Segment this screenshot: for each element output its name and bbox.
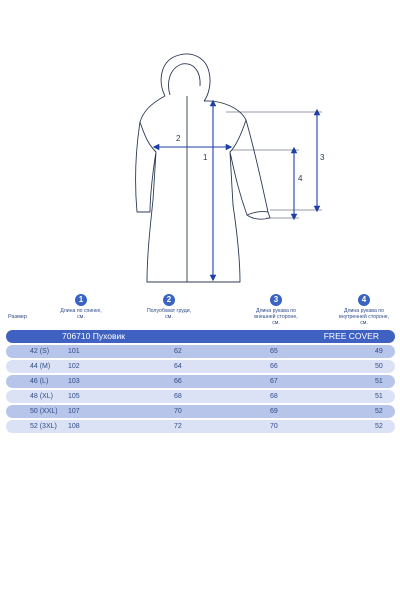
size-table-header: [0, 292, 400, 330]
size-cell: 42 (S): [30, 348, 50, 355]
inner-sleeve-cell: 51: [375, 378, 383, 386]
column-header-3: [250, 294, 302, 326]
inner-sleeve-cell: 52: [375, 408, 383, 416]
table-row: [6, 405, 395, 418]
outer-sleeve-cell: 68: [270, 393, 278, 401]
outer-sleeve-cell: 70: [270, 423, 278, 431]
measure-label-2: 2: [176, 134, 181, 143]
outer-sleeve-cell: 69: [270, 408, 278, 416]
size-table-body: [6, 345, 395, 436]
size-cell: 46 (L): [30, 378, 49, 386]
outer-sleeve-cell: 67: [270, 378, 278, 386]
half-chest-cell: 70: [174, 408, 182, 416]
column-number-4: 4: [358, 294, 370, 306]
table-row: [6, 375, 395, 388]
half-chest-cell: 72: [174, 423, 182, 431]
column-number-2: 2: [163, 294, 175, 306]
back-length-cell: 101: [68, 348, 80, 355]
inner-sleeve-cell: 50: [375, 363, 383, 371]
coat-outline: [136, 54, 270, 282]
outer-sleeve-cell: 66: [270, 363, 278, 371]
column-text-3: Длина рукава по внешней стороне, см.: [254, 308, 298, 326]
size-cell: 50 (XXL): [30, 408, 58, 416]
half-chest-cell: 66: [174, 378, 182, 386]
column-number-3: 3: [270, 294, 282, 306]
column-text-1: Длина по спинке, см.: [60, 308, 102, 320]
brand-name: FREE COVER: [323, 331, 379, 341]
column-text-2: Полуобхват груди, см.: [146, 308, 192, 320]
outer-sleeve-cell: 65: [270, 348, 278, 355]
size-column-header: Размер: [8, 314, 27, 320]
inner-sleeve-cell: 51: [375, 393, 383, 401]
column-text-4: Длина рукава по внутренней стороне, см.: [338, 308, 390, 326]
table-row: [6, 420, 395, 433]
coat-measurement-diagram: [0, 0, 400, 290]
table-row: [6, 360, 395, 373]
product-code: 706710 Пуховик: [62, 331, 125, 341]
inner-sleeve-cell: 52: [375, 423, 383, 431]
column-header-2: [146, 294, 192, 320]
column-header-4: [337, 294, 391, 326]
back-length-cell: 105: [68, 393, 80, 401]
measure-label-3: 3: [320, 153, 325, 162]
back-length-cell: 103: [68, 378, 80, 386]
size-cell: 48 (XL): [30, 393, 53, 401]
half-chest-cell: 68: [174, 393, 182, 401]
measure-label-1: 1: [203, 153, 208, 162]
size-cell: 44 (M): [30, 363, 51, 371]
product-title-bar: [6, 330, 395, 343]
column-header-1: [58, 294, 104, 320]
half-chest-cell: 64: [174, 363, 182, 371]
half-chest-cell: 62: [174, 348, 182, 355]
table-row: [6, 390, 395, 403]
column-number-1: 1: [75, 294, 87, 306]
table-row: [6, 345, 395, 358]
back-length-cell: 107: [68, 408, 80, 416]
inner-sleeve-cell: 49: [375, 348, 383, 355]
back-length-cell: 108: [68, 423, 80, 431]
back-length-cell: 102: [68, 363, 80, 371]
measure-label-4: 4: [298, 174, 303, 183]
size-cell: 52 (3XL): [30, 423, 57, 431]
